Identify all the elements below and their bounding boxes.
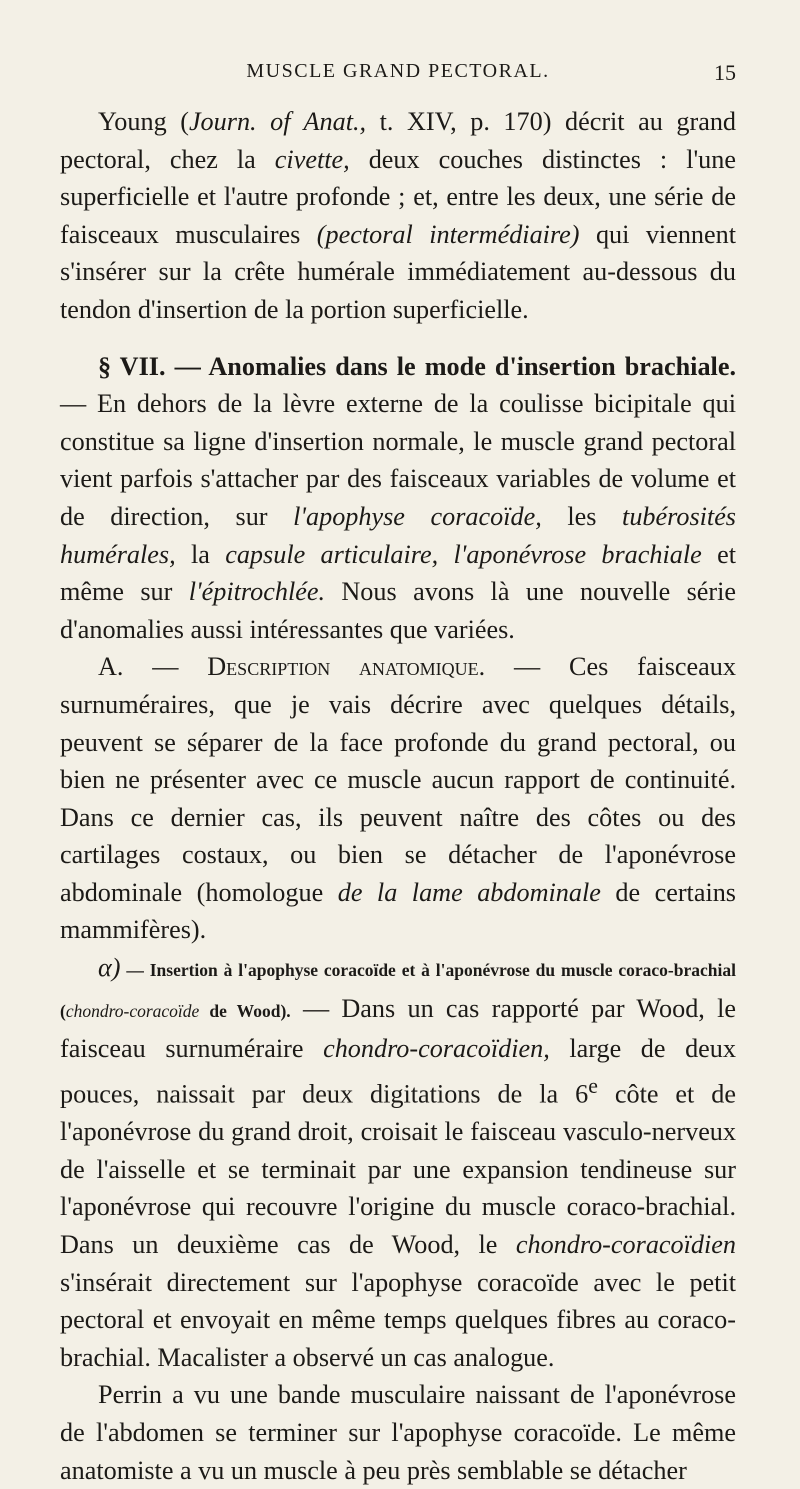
running-head-title: MUSCLE GRAND PECTORAL. <box>246 60 550 82</box>
paragraph-perrin: Perrin a vu une bande musculaire naissant de l'aponévrose de l'abdomen se terminer sur l'apophyse coracoïde. Le même anatomiste a vu un muscle à peu près semblable se détacher <box>60 1380 736 1485</box>
paragraph-alpha: α) — Insertion à l'apophyse coracoïde et à l'aponévrose du muscle coraco-brachial (chondro-coracoïde de Wood). — Dans un cas rapporté par Wood, le faisceau surnuméraire chondro-coracoïdien, large de deux pouces, naissait par deux digitations de la 6e côte et de l'aponévrose du grand droit, croisait le faisceau vasculo-nerveux de l'aisselle et se terminait par une expansion tendineuse sur l'aponévrose qui recouvre l'origine du muscle coraco-brachial. Dans un deuxième cas de Wood, le chondro-coracoïdien s'insérait directement sur l'apophyse coracoïde avec le petit pectoral et envoyait en même temps quelques fibres au coraco-brachial. Macalister a observé un cas analogue. <box>60 953 737 1372</box>
body-text <box>60 103 736 1489</box>
running-head <box>60 60 736 100</box>
paragraph-description: A. — Description anatomique. — Ces faisceaux surnuméraires, que je vais décrire avec quelques détails, peuvent se séparer de la face profonde du grand pectoral, ou bien ne présenter avec ce muscle aucun rapport de continuité. Dans ce dernier cas, ils peuvent naître des côtes ou des cartilages costaux, ou bien se détacher de l'aponévrose abdominale (homologue de la lame abdominale de certains mammifères). <box>60 652 736 945</box>
alpha-marker: α) <box>98 953 121 983</box>
subsection-heading: A. — Description anatomique. <box>98 652 486 682</box>
page-number: 15 <box>714 60 736 85</box>
section-heading: § VII. — Anomalies dans le mode d'insertion brachiale. <box>98 351 736 381</box>
paragraph-young: Young (Journ. of Anat., t. XIV, p. 170) décrit au grand pectoral, chez la civette, deux couches distinctes : l'une superficielle et l'autre profonde ; et, entre les deux, une série de faisceaux musculaires (pectoral intermédiaire) qui viennent s'insérer sur la crête humérale immédiatement au-dessous du tendon d'insertion de la portion superficielle. <box>60 107 737 324</box>
paragraph-section-vii: § VII. — Anomalies dans le mode d'insertion brachiale. — En dehors de la lèvre externe de la coulisse bicipitale qui constitue sa ligne d'insertion normale, le muscle grand pectoral vient parfois s'attacher par des faisceaux variables de volume et de direction, sur l'apophyse coracoïde, les tubérosités humérales, la capsule articulaire, l'aponévrose brachiale et même sur l'épitrochlée. Nous avons là une nouvelle série d'anomalies aussi intéressantes que variées. <box>60 351 737 644</box>
alpha-heading: — Insertion à l'apophyse coracoïde et à l'aponévrose du muscle coraco-brachial <box>120 960 736 981</box>
